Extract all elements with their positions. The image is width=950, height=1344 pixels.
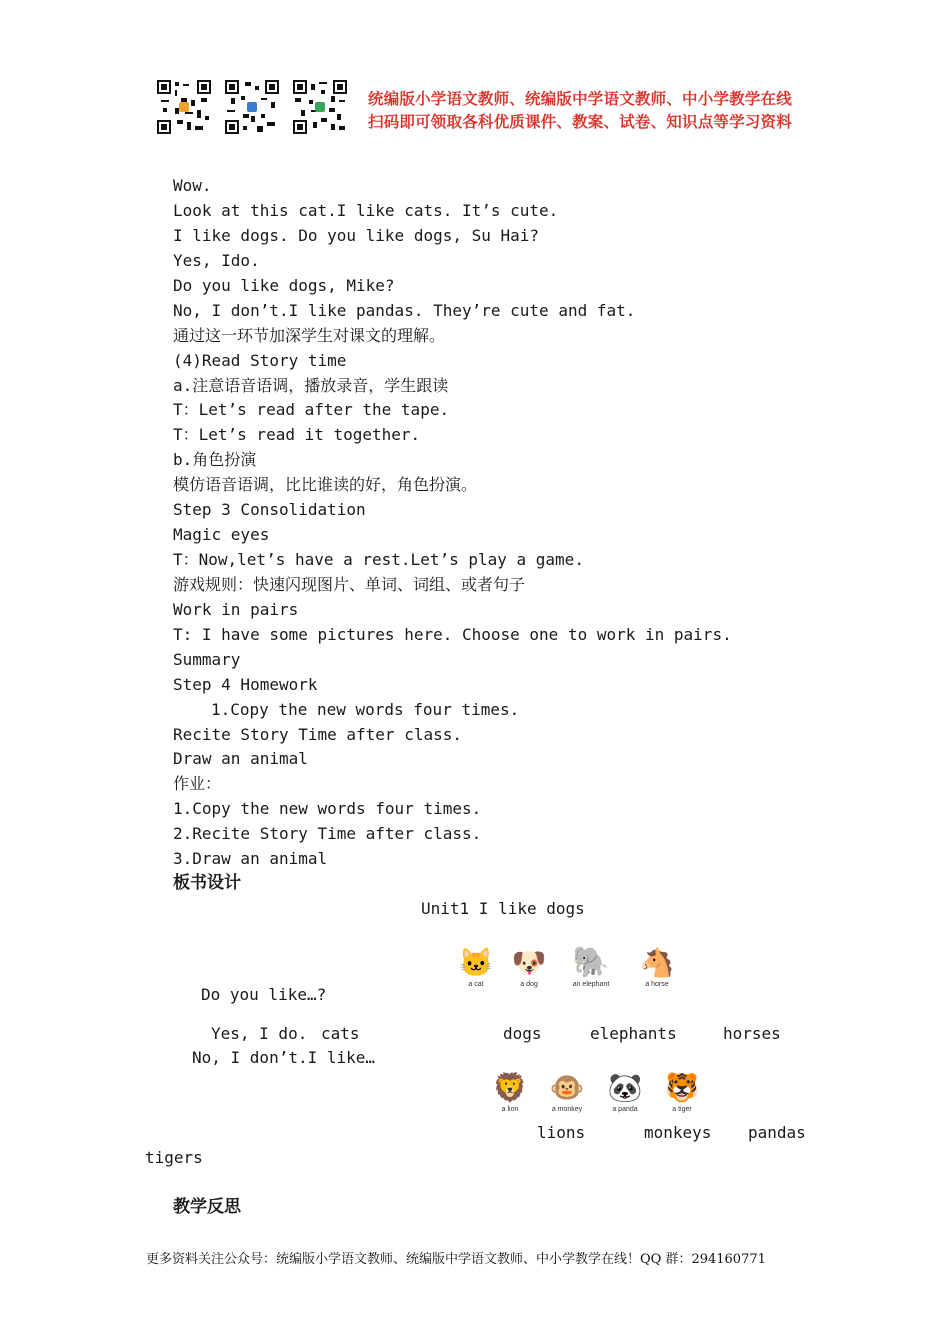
text-line: Step 4 Homework: [173, 675, 318, 694]
reflection-heading: 教学反思: [173, 1197, 241, 1217]
animal-word-horses: horses: [723, 1024, 781, 1043]
animal-label: a dog: [520, 981, 538, 988]
animal-card-panda: [604, 1071, 646, 1113]
animal-label: a monkey: [551, 1106, 583, 1113]
text-line: a.注意语音语调，播放录音，学生跟读: [173, 376, 449, 395]
text-line: 1.Copy the new words four times.: [173, 799, 482, 818]
animal-card-lion: [489, 1071, 531, 1113]
animal-card-horse: [636, 946, 678, 988]
text-line: 2.Recite Story Time after class.: [173, 824, 482, 843]
animal-card-monkey: [546, 1071, 588, 1113]
animal-label: a horse: [645, 981, 669, 988]
animal-label: a cat: [468, 981, 484, 988]
animal-label: an elephant: [572, 981, 610, 988]
text-line: 1.Copy the new words four times.: [211, 700, 520, 719]
board-answer-yes: Yes, I do.: [211, 1024, 308, 1043]
panda-icon: 🐼: [607, 1071, 643, 1104]
text-line: No, I don’t.I like pandas. They’re cute and fat.: [173, 301, 636, 320]
text-line: 通过这一环节加深学生对课文的理解。: [173, 326, 446, 345]
animal-card-elephant: [566, 946, 616, 988]
animal-label: a tiger: [672, 1106, 692, 1113]
text-line: T：Let’s read after the tape.: [173, 400, 450, 419]
header-banner-line-1: 统编版小学语文教师、统编版中学语文教师、中小学教学在线: [368, 90, 792, 108]
qr-code-3: [293, 80, 347, 134]
animal-card-cat: [455, 946, 497, 988]
text-line: Draw an animal: [173, 749, 308, 768]
header-banner-line-2: 扫码即可领取各科优质课件、教案、试卷、知识点等学习资料: [368, 113, 792, 131]
animal-card-dog: [508, 946, 550, 988]
animal-label: a lion: [501, 1106, 519, 1113]
animal-word-elephants: elephants: [590, 1024, 677, 1043]
text-line: 模仿语音语调，比比谁读的好，角色扮演。: [173, 475, 478, 494]
animal-word-monkeys: monkeys: [644, 1123, 712, 1142]
text-line: 游戏规则：快速闪现图片、单词、词组、或者句子: [173, 575, 526, 594]
text-line: T：Now,let’s have a rest.Let’s play a game.: [173, 550, 584, 569]
qr-code-1: [157, 80, 211, 134]
text-line: Work in pairs: [173, 600, 299, 619]
text-line: Yes, Ido.: [173, 251, 260, 270]
text-line: Look at this cat.I like cats. It’s cute.: [173, 201, 559, 220]
dog-icon: 🐶: [511, 946, 547, 979]
text-line: Wow.: [173, 176, 212, 195]
animal-card-tiger: [661, 1071, 703, 1113]
board-question: Do you like…?: [201, 985, 327, 1004]
monkey-icon: 🐵: [549, 1071, 585, 1104]
text-line: T: I have some pictures here. Choose one to work in pairs.: [173, 625, 732, 644]
animal-word-lions: lions: [537, 1123, 586, 1142]
page-footer: 更多资料关注公众号：统编版小学语文教师、统编版中学语文教师、中小学教学在线！QQ 群：294160771: [146, 1252, 766, 1267]
text-line: Recite Story Time after class.: [173, 725, 462, 744]
animal-word-tigers: tigers: [145, 1148, 203, 1167]
text-line: Magic eyes: [173, 525, 270, 544]
board-answer-no: No, I don’t.I like…: [192, 1048, 376, 1067]
tiger-icon: 🐯: [664, 1071, 700, 1104]
animal-word-pandas: pandas: [748, 1123, 806, 1142]
text-line: (4)Read Story time: [173, 351, 347, 370]
text-line: b.角色扮演: [173, 450, 257, 469]
animal-word-dogs: dogs: [503, 1024, 542, 1043]
text-line: Summary: [173, 650, 241, 669]
board-title: Unit1 I like dogs: [421, 899, 585, 918]
text-line: I like dogs. Do you like dogs, Su Hai?: [173, 226, 540, 245]
text-line: Step 3 Consolidation: [173, 500, 366, 519]
board-heading: 板书设计: [173, 873, 241, 893]
text-line: T：Let’s read it together.: [173, 425, 421, 444]
qr-code-2: [225, 80, 279, 134]
elephant-icon: 🐘: [572, 945, 610, 980]
animal-label: a panda: [612, 1106, 638, 1113]
text-line: 3.Draw an animal: [173, 849, 328, 868]
text-line: 作业：: [173, 774, 222, 793]
animal-word-cats: cats: [321, 1024, 360, 1043]
cat-icon: 🐱: [458, 946, 494, 979]
text-line: Do you like dogs, Mike?: [173, 276, 395, 295]
lion-icon: 🦁: [492, 1071, 528, 1104]
horse-icon: 🐴: [639, 946, 675, 979]
